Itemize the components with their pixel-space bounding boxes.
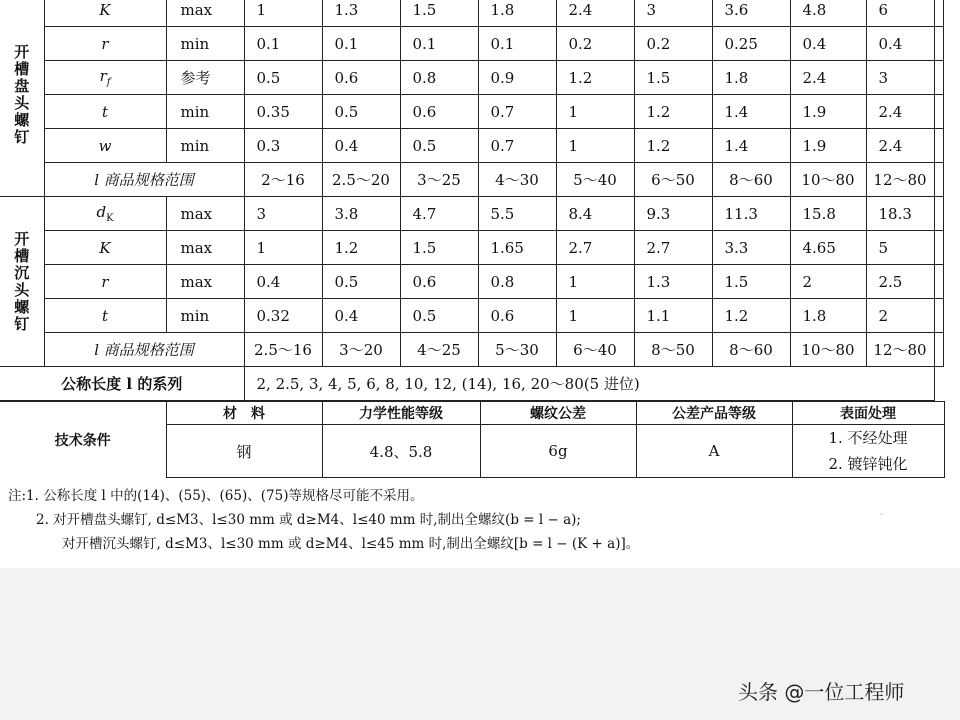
- series-row: [0, 367, 944, 401]
- table-cell: 2.7: [634, 231, 712, 265]
- trailing-cell: [934, 231, 944, 265]
- series-label: 公称长度 l 的系列: [0, 367, 244, 401]
- length-range-cell: 5～30: [478, 333, 556, 367]
- note-line: 对开槽沉头螺钉, d≤M3、l≤30 mm 或 d≥M4、l≤45 mm 时,制出全螺纹[b = l − (K + a)]。: [62, 536, 640, 552]
- length-range-cell: 10～80: [790, 163, 866, 197]
- table-cell: 5: [866, 231, 934, 265]
- dimension-symbol: w: [44, 129, 166, 163]
- table-cell: 2.5: [866, 265, 934, 299]
- table-cell: 2.7: [556, 231, 634, 265]
- table-cell: 0.3: [244, 129, 322, 163]
- table-cell: 1.2: [322, 231, 400, 265]
- trailing-cell: [934, 129, 944, 163]
- group-label-char: 钉: [14, 314, 30, 333]
- table-cell: 1: [244, 0, 322, 27]
- group-label-char: 钉: [14, 127, 30, 146]
- tech-header-surface-finish: 表面处理: [792, 402, 944, 425]
- table-cell: 0.1: [478, 27, 556, 61]
- trailing-cell: [934, 27, 944, 61]
- table-cell: 1.2: [634, 129, 712, 163]
- countersunk-section: [0, 197, 944, 367]
- length-range-cell: 4～25: [400, 333, 478, 367]
- limit-type: max: [166, 231, 244, 265]
- table-cell: 3.8: [322, 197, 400, 231]
- table-cell: 0.6: [478, 299, 556, 333]
- table-cell: 1: [556, 265, 634, 299]
- table-cell: 2: [790, 265, 866, 299]
- length-range-cell: 3～25: [400, 163, 478, 197]
- table-cell: 0.5: [322, 265, 400, 299]
- tech-value-surface-finish: [792, 425, 944, 478]
- source-watermark: 头条 @一位工程师: [738, 680, 905, 704]
- table-cell: 0.5: [400, 129, 478, 163]
- series-values: 2, 2.5, 3, 4, 5, 6, 8, 10, 12, (14), 16, 20～80(5 进位): [244, 367, 934, 401]
- countersunk-row: [0, 265, 944, 299]
- table-cell: 3.3: [712, 231, 790, 265]
- table-cell: 1.9: [790, 95, 866, 129]
- pan-head-row: [0, 27, 944, 61]
- pan-head-group-label: [0, 0, 44, 197]
- group-label-char: 头: [14, 93, 30, 112]
- group-label-char: 盘: [14, 76, 30, 95]
- table-cell: 0.6: [400, 265, 478, 299]
- table-cell: 4.65: [790, 231, 866, 265]
- pan-head-row: [0, 0, 944, 27]
- length-range-cell: 5～40: [556, 163, 634, 197]
- table-cell: 0.5: [322, 95, 400, 129]
- table-cell: 0.5: [400, 299, 478, 333]
- countersunk-row: [0, 197, 944, 231]
- trailing-cell: [934, 95, 944, 129]
- trailing-cell: [934, 61, 944, 95]
- dimension-symbol: t: [44, 299, 166, 333]
- table-cell: 1: [556, 129, 634, 163]
- finish-option: 1. 不经处理: [828, 429, 908, 447]
- limit-type: min: [166, 129, 244, 163]
- table-cell: 2.4: [790, 61, 866, 95]
- length-range-cell: 6～50: [634, 163, 712, 197]
- trailing-cell: [934, 299, 944, 333]
- table-cell: 0.25: [712, 27, 790, 61]
- limit-type: max: [166, 197, 244, 231]
- dimension-symbol: $d_K$: [44, 197, 166, 231]
- dimension-symbol: r: [44, 265, 166, 299]
- table-cell: 3: [634, 0, 712, 27]
- tech-header-property-class: 力学性能等级: [322, 402, 480, 425]
- table-cell: 0.32: [244, 299, 322, 333]
- table-cell: 1.5: [400, 0, 478, 27]
- group-label-char: 螺: [14, 110, 30, 129]
- dimension-symbol: r: [44, 27, 166, 61]
- tech-value-material: 钢: [166, 425, 322, 478]
- table-cell: 0.1: [322, 27, 400, 61]
- table-cell: 1.9: [790, 129, 866, 163]
- group-label-char: 开: [14, 229, 30, 248]
- series-section: [0, 367, 944, 401]
- table-cell: 1.4: [712, 95, 790, 129]
- table-cell: 0.6: [322, 61, 400, 95]
- table-cell: 1.5: [400, 231, 478, 265]
- tech-header-material: 材 料: [166, 402, 322, 425]
- table-cell: 11.3: [712, 197, 790, 231]
- table-cell: 1.65: [478, 231, 556, 265]
- dimension-symbol: K: [44, 0, 166, 27]
- tech-value-thread-tolerance: 6g: [480, 425, 636, 478]
- length-range-cell: 4～30: [478, 163, 556, 197]
- trailing-cell: [934, 265, 944, 299]
- table-cell: 1.5: [712, 265, 790, 299]
- limit-type: min: [166, 299, 244, 333]
- limit-type: max: [166, 265, 244, 299]
- tech-value-product-grade: A: [636, 425, 792, 478]
- length-range-cell: 2.5～16: [244, 333, 322, 367]
- table-cell: 0.2: [634, 27, 712, 61]
- notes: [0, 484, 944, 556]
- length-range-cell: 8～60: [712, 163, 790, 197]
- length-range-cell: 10～80: [790, 333, 866, 367]
- table-cell: 1.2: [634, 95, 712, 129]
- dimension-symbol: t: [44, 95, 166, 129]
- table-cell: 1.4: [712, 129, 790, 163]
- table-cell: 3.6: [712, 0, 790, 27]
- length-range-cell: 8～50: [634, 333, 712, 367]
- countersunk-group-label: [0, 197, 44, 367]
- table-cell: 0.7: [478, 95, 556, 129]
- table-cell: 3: [866, 61, 934, 95]
- table-cell: 1: [244, 231, 322, 265]
- limit-type: min: [166, 95, 244, 129]
- note-line: 2. 对开槽盘头螺钉, d≤M3、l≤30 mm 或 d≥M4、l≤40 mm 时,制出全螺纹(b = l − a);: [36, 512, 581, 528]
- trailing-cell: [934, 0, 944, 27]
- length-range-cell: 2.5～20: [322, 163, 400, 197]
- trailing-cell: [934, 163, 944, 197]
- table-cell: 9.3: [634, 197, 712, 231]
- table-cell: 1.8: [790, 299, 866, 333]
- table-cell: 0.4: [244, 265, 322, 299]
- countersunk-row: [0, 231, 944, 265]
- table-cell: 0.9: [478, 61, 556, 95]
- technical-label: 技术条件: [0, 402, 166, 478]
- limit-type: min: [166, 27, 244, 61]
- table-cell: 1.5: [634, 61, 712, 95]
- table-cell: 3: [244, 197, 322, 231]
- length-range-cell: 2～16: [244, 163, 322, 197]
- group-label-char: 开: [14, 42, 30, 61]
- note-line: 注:1. 公称长度 l 中的(14)、(55)、(65)、(75)等规格尽可能不采用。: [8, 488, 424, 504]
- table-cell: 4.8: [790, 0, 866, 27]
- group-label-char: 槽: [14, 246, 30, 265]
- length-range-cell: 12～80: [866, 333, 934, 367]
- table-cell: 0.8: [478, 265, 556, 299]
- table-cell: 1: [556, 299, 634, 333]
- dimension-symbol: K: [44, 231, 166, 265]
- technical-header-row: [0, 402, 944, 425]
- length-range-cell: 12～80: [866, 163, 934, 197]
- group-label-char: 沉: [14, 263, 30, 282]
- technical-conditions-table: [0, 401, 945, 478]
- tech-header-thread-tolerance: 螺纹公差: [480, 402, 636, 425]
- length-range-label: l 商品规格范围: [44, 333, 244, 367]
- table-cell: 0.4: [322, 299, 400, 333]
- table-cell: 6: [866, 0, 934, 27]
- countersunk-row: [0, 299, 944, 333]
- table-cell: 1.1: [634, 299, 712, 333]
- table-cell: 2: [866, 299, 934, 333]
- table-cell: 2.4: [556, 0, 634, 27]
- countersunk-length-row: [0, 333, 944, 367]
- group-label-char: 槽: [14, 59, 30, 78]
- tech-value-property-class: 4.8、5.8: [322, 425, 480, 478]
- table-cell: 1: [556, 95, 634, 129]
- table-cell: 0.5: [244, 61, 322, 95]
- limit-type: max: [166, 0, 244, 27]
- table-cell: 15.8: [790, 197, 866, 231]
- table-cell: 0.6: [400, 95, 478, 129]
- trailing-cell: [934, 333, 944, 367]
- table-cell: 1.2: [556, 61, 634, 95]
- pan-head-length-row: [0, 163, 944, 197]
- table-cell: 0.7: [478, 129, 556, 163]
- table-cell: 5.5: [478, 197, 556, 231]
- table-cell: 8.4: [556, 197, 634, 231]
- table-cell: 1.3: [634, 265, 712, 299]
- table-cell: 1.2: [712, 299, 790, 333]
- table-cell: 0.35: [244, 95, 322, 129]
- table-cell: 0.1: [400, 27, 478, 61]
- table-cell: 0.2: [556, 27, 634, 61]
- length-range-cell: 6～40: [556, 333, 634, 367]
- table-cell: 0.8: [400, 61, 478, 95]
- table-cell: 0.4: [790, 27, 866, 61]
- group-label-char: 螺: [14, 297, 30, 316]
- length-range-cell: 8～60: [712, 333, 790, 367]
- table-cell: 0.4: [866, 27, 934, 61]
- table-cell: 2.4: [866, 95, 934, 129]
- dimension-symbol: $r_f$: [44, 61, 166, 95]
- table-cell: 18.3: [866, 197, 934, 231]
- trailing-cell: [934, 197, 944, 231]
- table-cell: 1.3: [322, 0, 400, 27]
- pan-head-section: [0, 0, 944, 197]
- table-cell: 2.4: [866, 129, 934, 163]
- table-cell: 0.1: [244, 27, 322, 61]
- length-range-label: l 商品规格范围: [44, 163, 244, 197]
- scan-speck: ·: [880, 510, 883, 520]
- pan-head-row: [0, 129, 944, 163]
- group-label-char: 头: [14, 280, 30, 299]
- table-cell: 1.8: [478, 0, 556, 27]
- pan-head-row: [0, 61, 944, 95]
- table-cell: 4.7: [400, 197, 478, 231]
- limit-type: 参考: [166, 61, 244, 95]
- finish-option: 2. 镀锌钝化: [828, 455, 908, 473]
- tech-header-product-grade: 公差产品等级: [636, 402, 792, 425]
- length-range-cell: 3～20: [322, 333, 400, 367]
- pan-head-row: [0, 95, 944, 129]
- table-cell: 0.4: [322, 129, 400, 163]
- table-cell: 1.8: [712, 61, 790, 95]
